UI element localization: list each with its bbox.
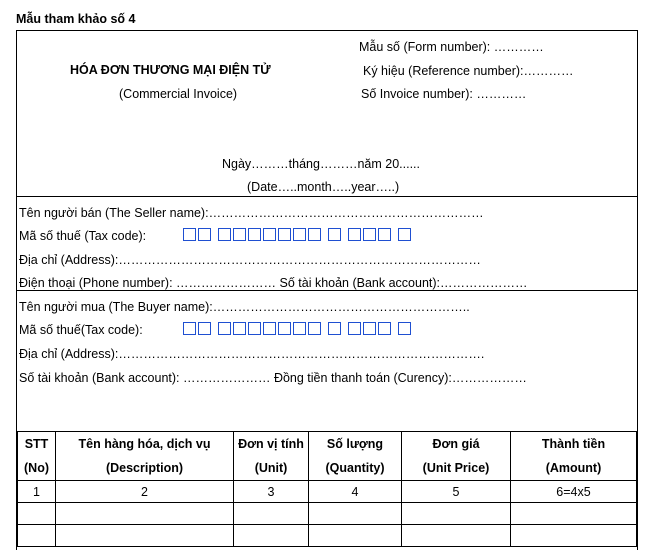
buyer-tax-code-boxes[interactable] — [183, 322, 418, 335]
buyer-address-field: Địa chỉ (Address):……………………………………………………………………………. — [19, 347, 485, 361]
table-row — [18, 525, 637, 547]
invoice-title: HÓA ĐƠN THƯƠNG MẠI ĐIỆN TỬ — [70, 63, 271, 77]
empty-cell[interactable] — [511, 525, 637, 547]
header-unit: Đơn vị tính (Unit) — [234, 432, 309, 481]
empty-cell[interactable] — [402, 525, 511, 547]
empty-cell[interactable] — [18, 503, 56, 525]
document-label: Mẫu tham khảo số 4 — [16, 12, 136, 26]
divider-seller — [17, 196, 637, 197]
seller-tax-code-boxes[interactable] — [183, 228, 418, 241]
seller-tax-code-label: Mã số thuế (Tax code): — [19, 229, 147, 243]
index-cell: 3 — [234, 481, 309, 503]
empty-cell[interactable] — [234, 525, 309, 547]
invoice-subtitle: (Commercial Invoice) — [119, 87, 238, 101]
index-cell: 6=4x5 — [511, 481, 637, 503]
buyer-tax-code-label: Mã số thuế(Tax code): — [19, 323, 143, 337]
empty-cell[interactable] — [56, 525, 234, 547]
invoice-number-field: Số Invoice number): ………… — [361, 87, 527, 101]
buyer-account-currency-field: Số tài khoản (Bank account): ………………… Đồng tiền thanh toán (Curency):……………… — [19, 371, 527, 385]
table-row — [18, 503, 637, 525]
index-cell: 1 — [18, 481, 56, 503]
empty-cell[interactable] — [234, 503, 309, 525]
items-table — [17, 431, 637, 547]
empty-cell[interactable] — [56, 503, 234, 525]
header-unit-price: Đơn giá (Unit Price) — [402, 432, 511, 481]
table-header-row — [18, 432, 637, 481]
index-cell: 4 — [309, 481, 402, 503]
empty-cell[interactable] — [309, 525, 402, 547]
header-no: STT (No) — [18, 432, 56, 481]
date-en-field: (Date…..month…..year…..) — [247, 180, 400, 194]
seller-name-field: Tên người bán (The Seller name):………………………………………………………… — [19, 206, 484, 220]
reference-number-field: Ký hiệu (Reference number):………… — [363, 64, 574, 78]
empty-cell[interactable] — [402, 503, 511, 525]
header-description: Tên hàng hóa, dịch vụ (Description) — [56, 432, 234, 481]
form-number-field: Mẫu số (Form number): ………… — [359, 40, 544, 54]
index-cell: 2 — [56, 481, 234, 503]
buyer-name-field: Tên người mua (The Buyer name):…………………………………………………….. — [19, 300, 470, 314]
header-quantity: Số lượng (Quantity) — [309, 432, 402, 481]
empty-cell[interactable] — [18, 525, 56, 547]
header-amount: Thành tiền (Amount) — [511, 432, 637, 481]
empty-cell[interactable] — [511, 503, 637, 525]
divider-buyer — [17, 290, 637, 291]
seller-phone-account-field: Điện thoại (Phone number): …………………… Số tài khoản (Bank account):………………… — [19, 276, 528, 290]
index-cell: 5 — [402, 481, 511, 503]
invoice-frame — [16, 30, 638, 550]
empty-cell[interactable] — [309, 503, 402, 525]
seller-address-field: Địa chỉ (Address):…………………………………………………………………………… — [19, 253, 481, 267]
table-index-row — [18, 481, 637, 503]
date-vi-field: Ngày………tháng………năm 20...... — [222, 157, 420, 171]
